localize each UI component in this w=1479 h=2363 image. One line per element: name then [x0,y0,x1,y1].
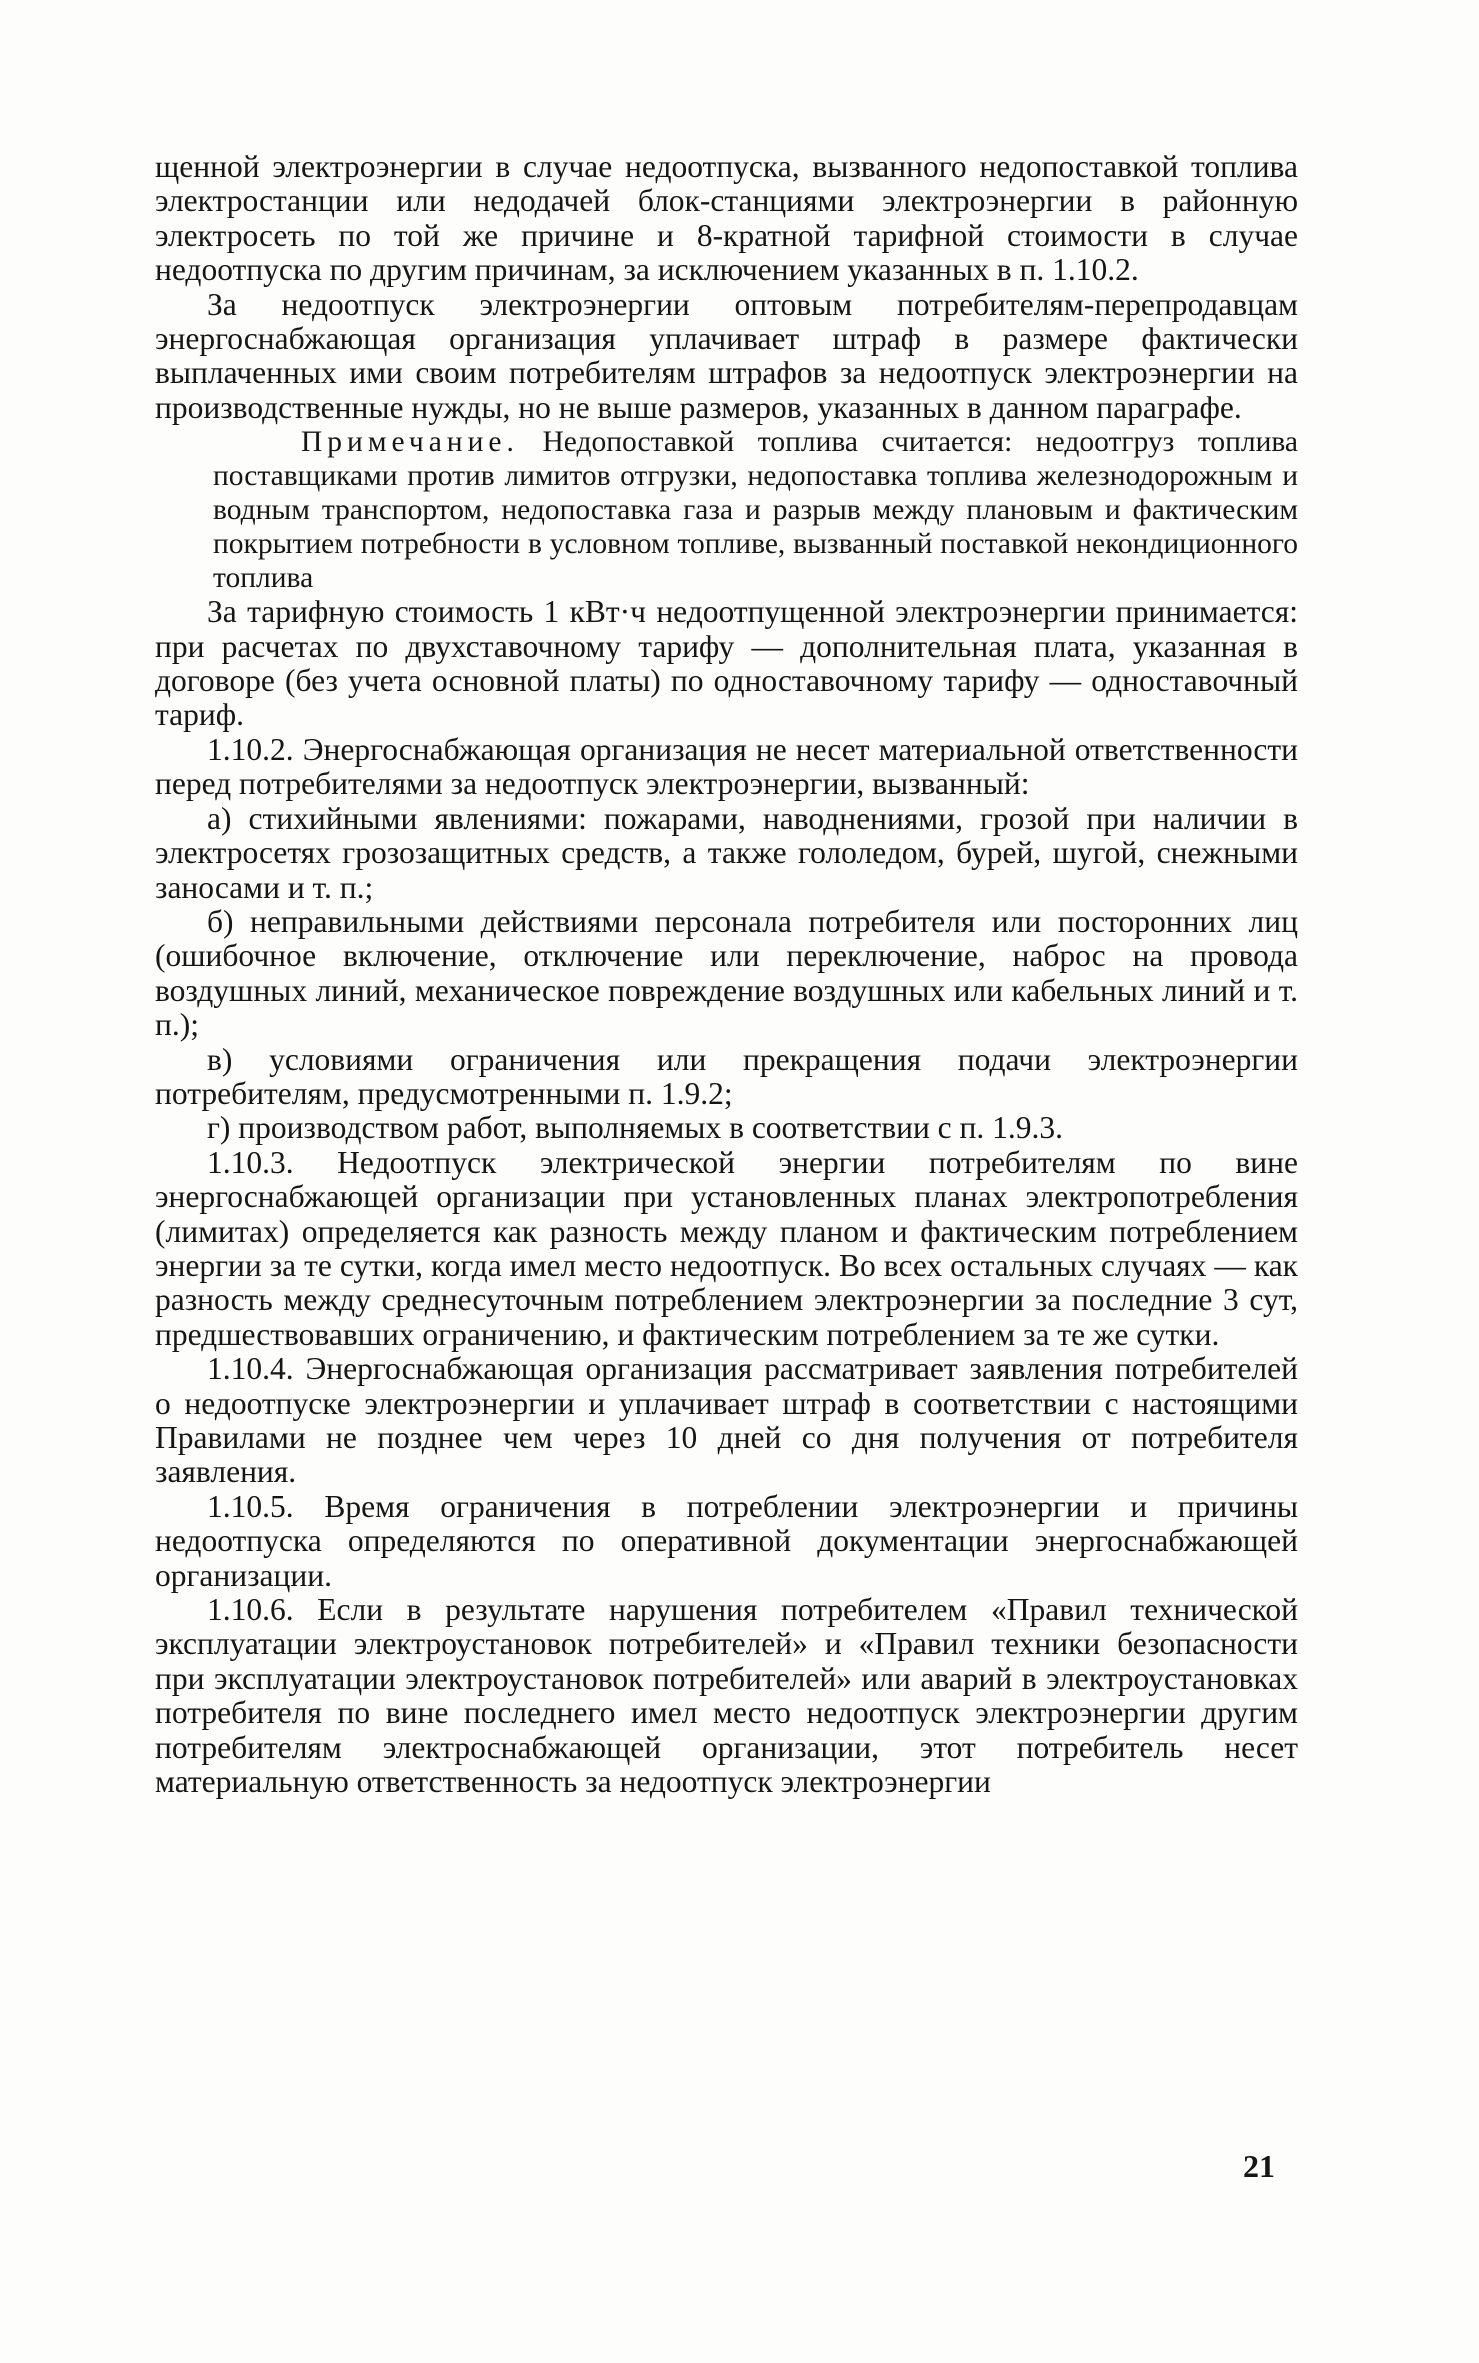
note-label: Примечание. [301,426,519,459]
list-item-a: а) стихийными явлениями: пожарами, наводнениями, грозой при наличии в электросетях грозозащитных средств, а также гололедом, бурей, шугой, снежными заносами и т. п.; [155,800,1298,905]
clause-1-10-4: 1.10.4. Энергоснабжающая организация рассматривает заявления потребителей о недоотпуске электроэнергии и уплачивает штраф в соответствии с настоящими Правилами не позднее чем через 10 дней со дня получения от потребителя заявления. [155,1351,1298,1490]
paragraph-tariff-cost: За тарифную стоимость 1 кВт·ч недоотпущенной электроэнергии принимается: при расчетах по двухставочному тарифу — дополнительная плата, указанная в договоре (без учета основной платы) по одноставочному тарифу — одноставочный тариф. [155,594,1298,733]
note-block [155,425,1298,595]
clause-1-10-5: 1.10.5. Время ограничения в потреблении электроэнергии и причины недоотпуска определяются по оперативной документации энергоснабжающей организации. [155,1488,1298,1593]
paragraph-wholesale-penalty: За недоотпуск электроэнергии оптовым потребителям-перепродавцам энергоснабжающая организация уплачивает штраф в размере фактически выплаченных ими своим потребителям штрафов за недоотпуск электроэнергии на производственные нужды, но не выше размеров, указанных в данном параграфе. [155,286,1298,425]
clause-1-10-2: 1.10.2. Энергоснабжающая организация не несет материальной ответственности перед потребителями за недоотпуск электроэнергии, вызванный: [155,731,1298,802]
list-item-g: г) производством работ, выполняемых в соответствии с п. 1.9.3. [207,1110,1064,1146]
list-item-v: в) условиями ограничения или прекращения подачи электроэнергии потребителям, предусмотренными п. 1.9.2; [155,1041,1298,1111]
page-number: 21 [1243,2148,1275,2184]
clause-1-10-6: 1.10.6. Если в результате нарушения потребителем «Правил технической эксплуатации электроустановок потребителей» и «Правил техники безопасности при эксплуатации электроустановок потребителей» или аварий в электроустановках потребителя по вине последнего имел место недоотпуск электроэнергии другим потребителям электроснабжающей организации, этот потребитель несет материальную ответственность за недоотпуск электроэнергии [155,1592,1298,1800]
clause-1-10-3: 1.10.3. Недоотпуск электрической энергии потребителям по вине энергоснабжающей организации при установленных планах электропотребления (лимитах) определяется как разность между планом и фактическим потреблением энергии за те сутки, когда имел место недоотпуск. Во всех остальных случаях — как разность между среднесуточным потреблением электроэнергии за последние 3 сут, предшествовавших ограничению, и фактическим потреблением за те же сутки. [155,1144,1298,1352]
list-item-b: б) неправильными действиями персонала потребителя или посторонних лиц (ошибочное включение, отключение или переключение, наброс на провода воздушных линий, механическое повреждение воздушных или кабельных линий и т. п.); [155,903,1298,1043]
paragraph-continuation: щенной электроэнергии в случае недоотпуска, вызванного недопоставкой топлива электростанции или недодачей блок-станциями электроэнергии в районную электросеть по той же причине и 8-кратной тарифной стоимости в случае недоотпуска по другим причинам, за исключением указанных в п. 1.10.2. [155,149,1298,288]
document-body [155,150,1298,1799]
note-text: Недопоставкой топлива считается: недоотгруз топлива поставщиками против лимитов отгрузки, недопоставка топлива железнодорожным и водным транспортом, недопоставка газа и разрыв между плановым и фактическим покрытием потребности в условном топливе, вызванный поставкой некондиционного топлива [213,426,1298,595]
